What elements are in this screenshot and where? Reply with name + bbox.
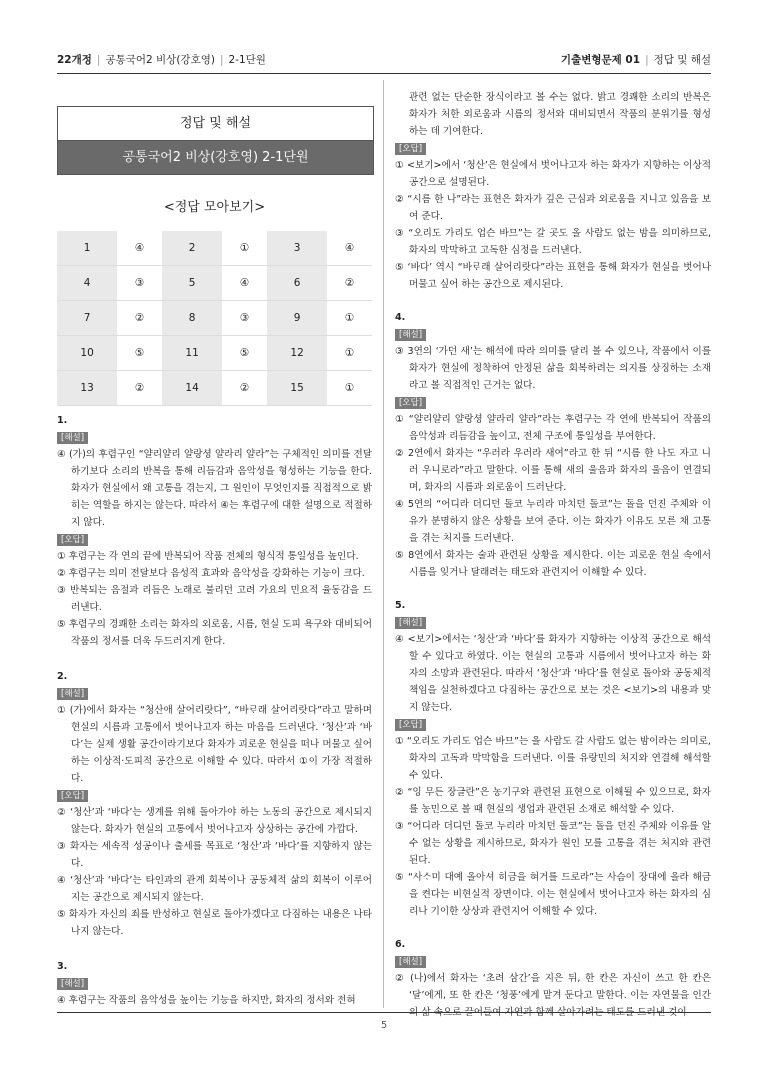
answer-summary-heading: <정답 모아보기> — [163, 200, 266, 215]
answer-row — [57, 336, 372, 371]
question-number-cell: 8 — [162, 301, 222, 336]
answer-choice-cell: ⑤ — [117, 336, 162, 371]
q3-wrong-item: ③ “오리도 가리도 업슨 바므”는 갈 곳도 올 사람도 없는 밤을 의미하므로, 화자의 막막하고 고독한 심정을 드러낸다. — [395, 228, 711, 256]
q2-solution-tag: [해설] — [57, 688, 88, 700]
q1-solution-tag: [해설] — [57, 432, 88, 444]
q3-wrong-item: ⑤ ‘바다’ 역시 “바ᄅᆞ래 살어리랏다”라는 표현을 통해 화자가 현실을 벗어나 머물고 싶어 하는 공간으로 제시된다. — [395, 262, 711, 290]
q4-wrong-item: ⑤ 8연에서 화자는 술과 관련된 상황을 제시한다. 이는 괴로운 현실 속에서 시름을 잊거나 달래려는 태도와 관련지어 이해할 수 있다. — [395, 550, 711, 578]
q4-solution: ③ 3연의 ‘가던 새’는 해석에 따라 의미를 달리 볼 수 있으나, 작품에서 이를 화자가 현실에 정착하여 안정된 삶을 회복하려는 의지를 상징하는 소재라고 볼 직접적인 근거는 없다. — [395, 346, 711, 391]
q1-wrong-item: ③ 반복되는 음절과 리듬은 노래로 불리던 고려 가요의 민요적 율동감을 드러낸다. — [57, 585, 372, 613]
q2-wrong-item: ③ 화자는 세속적 성공이나 출세를 목표로 ‘청산’과 ‘바다’를 지향하지 않는다. — [57, 841, 372, 869]
q5-wrong-item: ① “오리도 가리도 업슨 바므”는 올 사람도 갈 사람도 없는 밤이라는 의미로, 화자의 고독과 막막함을 드러낸다. 이를 유랑민의 처지와 연결해 해석할 수 있다. — [395, 736, 711, 781]
answer-row — [57, 266, 372, 301]
q4-number: 4. — [395, 312, 406, 323]
header-textbook: 공통국어2 비상(강호영) — [105, 54, 215, 66]
header-section: 정답 및 해설 — [653, 54, 711, 66]
question-number-cell: 9 — [267, 301, 327, 336]
page-header — [57, 52, 711, 72]
answer-row — [57, 371, 372, 406]
q5-wrong-item: ② “잉 무든 장글란”은 농기구와 관련된 표현으로 이해될 수 있으므로, 화자를 농민으로 볼 때 현실의 생업과 관련된 소재로 해석할 수 있다. — [395, 787, 711, 815]
question-number-cell: 14 — [162, 371, 222, 406]
q1-wrong-item: ⑤ 후렴구의 경쾌한 소리는 화자의 외로움, 시름, 현실 도피 욕구와 대비되어 작품의 정서를 더욱 두드러지게 한다. — [57, 619, 372, 647]
header-curriculum: 22개정 — [57, 54, 92, 66]
q5-solution: ④ <보기>에서는 ‘청산’과 ‘바다’를 화자가 지향하는 이상적 공간으로 해석할 수 있다고 하였다. 이는 현실의 고통과 시름에서 벗어나고자 하는 화자의 소망과 관련된다. 따라서 ‘청산’과 ‘바다’를 현실로 돌아와 공동체적 책임을 실천하겠다고 다짐하는 공간으로 보는 것은 <보기>의 내용과 맞지 않는다. — [395, 634, 711, 713]
header-rule — [57, 73, 711, 74]
question-number-cell: 6 — [267, 266, 327, 301]
q3-solution: ④ 후렴구는 작품의 음악성을 높이는 기능을 하지만, 화자의 정서와 전혀 — [57, 995, 356, 1006]
q2-wrong-item: ⑤ 화자가 자신의 죄를 반성하고 현실로 돌아가겠다고 다짐하는 내용은 나타나지 않는다. — [57, 909, 372, 937]
answer-choice-cell: ② — [222, 371, 267, 406]
q5-solution-tag: [해설] — [395, 617, 426, 629]
answer-table — [57, 231, 372, 406]
q3-wrong-tag: [오답] — [395, 143, 426, 155]
question-number-cell: 1 — [57, 231, 117, 266]
q1-wrong-item: ① 후렴구는 각 연의 끝에 반복되어 작품 전체의 형식적 통일성을 높인다. — [57, 551, 359, 562]
header-unit: 2-1단원 — [228, 54, 266, 66]
question-number-cell: 12 — [267, 336, 327, 371]
q4-wrong-item: ④ 5연의 “어디라 더디던 돌코 누리라 마치던 돌코”는 돌을 던진 주체와 이유가 분명하지 않은 상황을 보여 준다. 이는 화자가 이유도 모른 채 고통을 겪는 처지를 드러낸다. — [395, 499, 711, 544]
q5-wrong-tag: [오답] — [395, 719, 426, 731]
q2-wrong-item: ④ ‘청산’과 ‘바다’는 타인과의 관계 회복이나 공동체적 삶의 회복이 이루어지는 공간으로 제시되지 않는다. — [57, 875, 372, 903]
q6-solution: ② (나)에서 화자는 ‘초려 삼간’을 지은 뒤, 한 칸은 자신이 쓰고 한 칸은 ‘달’에게, 또 한 칸은 ‘청풍’에게 맡겨 둔다고 말한다. 이는 자연물을 인간의 삶 속으로 끌어들여 자연과 함께 살아가려는 태도를 드러낸 것이 — [395, 973, 711, 1018]
question-number-cell: 7 — [57, 301, 117, 336]
answer-choice-cell: ④ — [117, 231, 162, 266]
answer-choice-cell: ① — [327, 371, 372, 406]
question-number-cell: 5 — [162, 266, 222, 301]
answer-row — [57, 231, 372, 266]
answer-choice-cell: ③ — [222, 301, 267, 336]
column-divider — [383, 80, 384, 1008]
header-right: 기출변형문제 01 | 정답 및 해설 — [560, 54, 711, 66]
question-number-cell: 10 — [57, 336, 117, 371]
q6-number: 6. — [395, 939, 406, 950]
q5-number: 5. — [395, 600, 406, 611]
answer-choice-cell: ① — [327, 336, 372, 371]
q3-wrong-item: ② “시름 한 나”라는 표현은 화자가 깊은 근심과 외로움을 지니고 있음을 보여 준다. — [395, 194, 711, 222]
q6-solution-tag: [해설] — [395, 956, 426, 968]
answer-choice-cell: ① — [222, 231, 267, 266]
answer-choice-cell: ② — [327, 266, 372, 301]
left-column — [57, 412, 372, 1009]
question-number-cell: 13 — [57, 371, 117, 406]
page-number: 5 — [380, 1020, 388, 1031]
question-number-cell: 2 — [162, 231, 222, 266]
answer-choice-cell: ⑤ — [222, 336, 267, 371]
answer-choice-cell: ③ — [117, 266, 162, 301]
right-column — [395, 89, 711, 1021]
header-left: 22개정 | 공통국어2 비상(강호영) | 2-1단원 — [57, 54, 266, 66]
answer-choice-cell: ② — [117, 371, 162, 406]
q3-solution-continued: 관련 없는 단순한 장식이라고 볼 수는 없다. 밝고 경쾌한 소리의 반복은 화자가 처한 외로움과 시름의 정서와 대비되면서 작품의 분위기를 형성하는 데 기여한다. — [409, 92, 711, 137]
q4-wrong-tag: [오답] — [395, 397, 426, 409]
q1-number: 1. — [57, 415, 68, 426]
answer-row — [57, 301, 372, 336]
q3-number: 3. — [57, 961, 68, 972]
q1-solution: ④ (가)의 후렴구인 “얄리얄리 얄랑셩 얄라리 얄라”는 구체적인 의미를 전달하기보다 소리의 반복을 통해 리듬감과 음악성을 형성하는 기능을 한다. 화자가 현실에서 왜 고통을 겪는지, 그 원인이 무엇인지를 직접적으로 밝히는 역할을 하지는 않는다. 따라서 ④는 후렴구에 대한 설명으로 적절하지 않다. — [57, 449, 372, 528]
q2-number: 2. — [57, 671, 68, 682]
title-box — [57, 106, 374, 175]
q5-wrong-item: ③ “어디라 더디던 돌코 누리라 마치던 돌코”는 돌을 던진 주체와 이유를 알 수 없는 상황을 제시하므로, 화자가 원인 모를 고통을 겪는 처지와 관련된다. — [395, 821, 711, 866]
question-number-cell: 11 — [162, 336, 222, 371]
q3-wrong-item: ① <보기>에서 ‘청산’은 현실에서 벗어나고자 하는 화자가 지향하는 이상적 공간으로 설명된다. — [395, 160, 711, 188]
title-sub: 공통국어2 비상(강호영) 2-1단원 — [58, 140, 373, 174]
q3-solution-tag: [해설] — [57, 978, 88, 990]
q4-solution-tag: [해설] — [395, 329, 426, 341]
q4-wrong-item: ① “얄리얄리 얄랑셩 얄라리 얄라”라는 후렴구는 각 연에 반복되어 작품의 음악성과 리듬감을 높이고, 전체 구조에 통일성을 부여한다. — [395, 414, 711, 442]
q1-wrong-tag: [오답] — [57, 534, 88, 546]
q2-wrong-tag: [오답] — [57, 790, 88, 802]
header-series: 기출변형문제 01 — [560, 54, 641, 66]
question-number-cell: 4 — [57, 266, 117, 301]
q1-wrong-item: ② 후렴구는 의미 전달보다 음성적 효과와 음악성을 강화하는 기능이 크다. — [57, 568, 365, 579]
title-main: 정답 및 해설 — [179, 116, 252, 131]
answer-choice-cell: ② — [117, 301, 162, 336]
q2-solution: ① (가)에서 화자는 “청산애 살어리랏다”, “바ᄅᆞ래 살어리랏다”라고 말하며 현실의 시름과 고통에서 벗어나고자 하는 마음을 드러낸다. ‘청산’과 ‘바다’는 실제 생활 공간이라기보다 화자가 괴로운 현실을 떠나 머물고 싶어 하는 이상적·도피적 공간으로 이해할 수 있다. 따라서 ①이 가장 적절하다. — [57, 705, 372, 784]
answer-choice-cell: ④ — [327, 231, 372, 266]
q4-wrong-item: ② 2연에서 화자는 “우러라 우러라 새여”라고 한 뒤 “시름 한 나도 자고 니러 우니로라”라고 말한다. 이를 통해 새의 울음과 화자의 울음이 연결되며, 화자의 시름과 외로움이 드러난다. — [395, 448, 711, 493]
footer-rule — [57, 1012, 711, 1013]
question-number-cell: 15 — [267, 371, 327, 406]
q2-wrong-item: ② ‘청산’과 ‘바다’는 생계를 위해 돌아가야 하는 노동의 공간으로 제시되지 않는다. 화자가 현실의 고통에서 벗어나고자 상상하는 공간에 가깝다. — [57, 807, 372, 835]
question-number-cell: 3 — [267, 231, 327, 266]
answer-choice-cell: ① — [327, 301, 372, 336]
q5-wrong-item: ⑤ “사ᄉᆞ미 대예 올아셔 히금을 혀거를 드로라”는 사슴이 장대에 올라 해금을 켠다는 비현실적 장면이다. 이는 현실에서 벗어나고자 하는 화자의 심리나 기이한 상상과 관련지어 이해할 수 있다. — [395, 872, 711, 917]
answer-choice-cell: ④ — [222, 266, 267, 301]
